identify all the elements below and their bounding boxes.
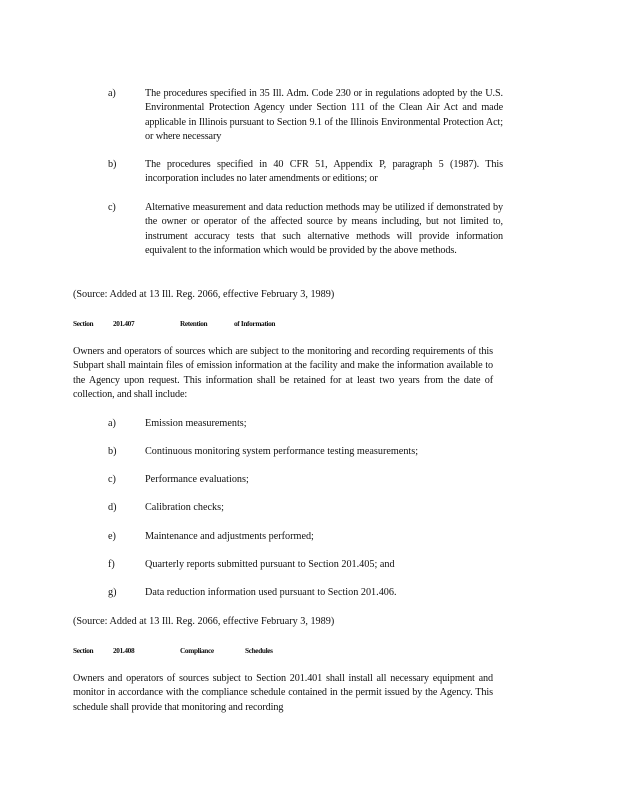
item-text: The procedures specified in 35 Ill. Adm. Code 230 or in regulations adopted by the U.S. Environmental Protection Agency under Section 111 of the Clean Air Act and made applicable in Illinois pursuant to Section 9.1 of the Illinois Environmental Protection Act; or where necessary (145, 88, 503, 142)
item-letter: e) (108, 531, 116, 542)
item-text: Quarterly reports submitted pursuant to Section 201.405; and (145, 559, 395, 570)
item-letter: g) (108, 587, 117, 598)
item-letter: c) (108, 202, 116, 213)
section-408-paragraph: Owners and operators of sources subject to Section 201.401 shall install all necessary equipment and monitor in accordance with the compliance schedule contained in the permit issued by the Agency. This schedule shall provide that monitoring and recording (73, 673, 493, 713)
item-letter: b) (108, 159, 117, 170)
item-text: Data reduction information used pursuant to Section 201.406. (145, 587, 397, 598)
item-text: The procedures specified in 40 CFR 51, Appendix P, paragraph 5 (1987). This incorporation includes no later amendments or editions; or (145, 159, 503, 185)
item-letter: c) (108, 474, 116, 485)
item-letter: d) (108, 502, 117, 513)
section-label: Section (73, 319, 94, 328)
item-text: Emission measurements; (145, 418, 247, 429)
item-text: Performance evaluations; (145, 474, 249, 485)
item-text: Calibration checks; (145, 502, 224, 513)
section-label: Section (73, 646, 94, 655)
item-text: Alternative measurement and data reduction methods may be utilized if demonstrated by the owner or operator of the affected source by means including, but not limited to, instrument accuracy tests that such alternative methods will provide information equivalent to the information which would be provided by the above methods. (145, 202, 503, 256)
item-letter: f) (108, 559, 115, 570)
source-note-2: (Source: Added at 13 Ill. Reg. 2066, effective February 3, 1989) (73, 616, 335, 627)
item-text: Maintenance and adjustments performed; (145, 531, 314, 542)
item-letter: a) (108, 88, 116, 99)
item-letter: a) (108, 418, 116, 429)
item-letter: b) (108, 446, 117, 457)
source-note-1: (Source: Added at 13 Ill. Reg. 2066, effective February 3, 1989) (73, 289, 335, 300)
section-title-word: of Information (234, 319, 276, 328)
section-number: 201.407 (113, 319, 135, 328)
section-number: 201.408 (113, 646, 135, 655)
section-407-paragraph: Owners and operators of sources which are subject to the monitoring and recording requirements of this Subpart shall maintain files of emission information at the facility and make the information available to the Agency upon request. This information shall be retained for at least two years from the date of collection, and shall include: (73, 346, 493, 400)
section-title-word: Schedules (245, 646, 273, 655)
item-text: Continuous monitoring system performance testing measurements; (145, 446, 419, 457)
section-title-word: Retention (180, 319, 208, 328)
section-title-word: Compliance (180, 646, 214, 655)
